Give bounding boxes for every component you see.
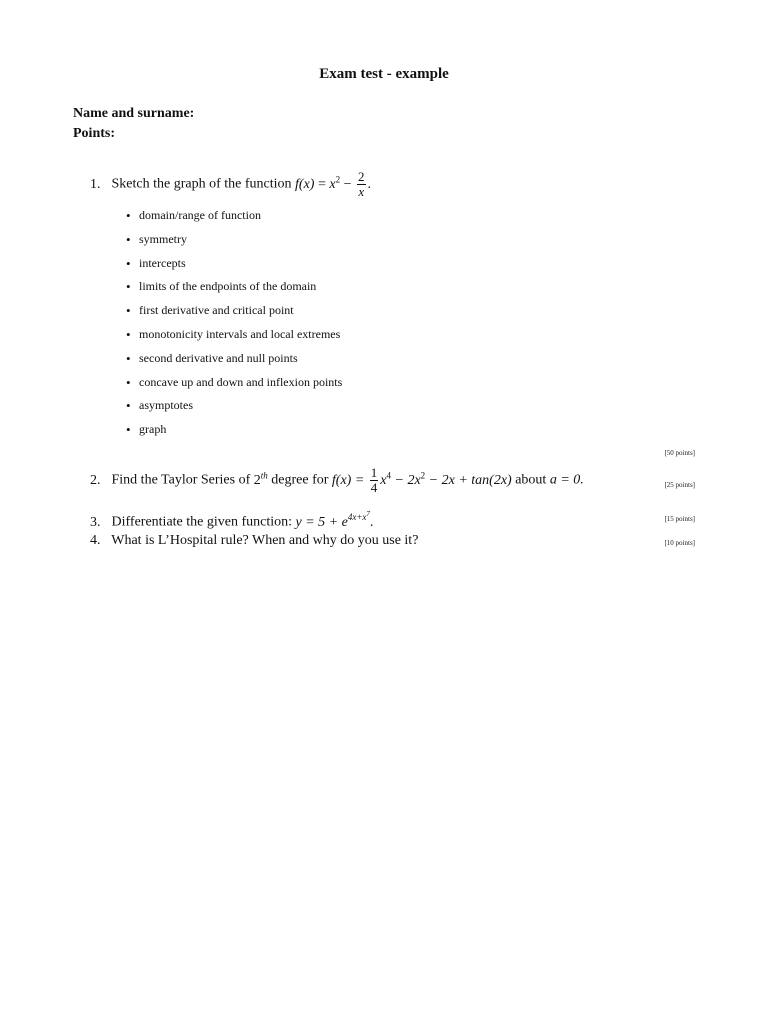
question-3	[90, 510, 373, 531]
points-badge: [25 points]	[664, 481, 695, 489]
list-item: • monotonicity intervals and local extremes	[126, 323, 342, 347]
question-number: 4.	[90, 533, 101, 548]
math-expression: f(x) = $\frac{1}{4}$ $x^4 - 2x^2 - 2x + \tan(2x)$	[331, 465, 512, 495]
question-text: What is L’Hospital rule? When and why do you use it?	[111, 533, 419, 548]
task-list	[126, 204, 342, 442]
fraction: $\frac{1}{4}$	[370, 465, 378, 495]
list-item: • first derivative and critical point	[126, 299, 342, 323]
question-1	[90, 170, 371, 199]
question-number: 1.	[90, 176, 101, 192]
list-item: • concave up and down and inflexion points	[126, 371, 342, 395]
list-item: • domain/range of function	[126, 204, 342, 228]
question-text-after: about	[515, 472, 547, 488]
list-item: • second derivative and null points	[126, 347, 342, 371]
question-text-mid: degree for	[271, 472, 329, 488]
math-expression: $y = 5 + e^{4x+x^7}$.	[295, 510, 374, 530]
page-title: Exam test - example	[319, 66, 449, 82]
points-badge: [10 points]	[664, 539, 695, 547]
list-item: • symmetry	[126, 228, 342, 252]
question-text: Sketch the graph of the function	[111, 176, 292, 192]
math-expression: $f(x) = x^2$ − $\frac{2}{x}$ .	[295, 169, 371, 199]
degree: 2th	[253, 470, 268, 488]
question-number: 3.	[90, 514, 101, 530]
math-tail: a = 0.	[549, 472, 584, 488]
list-item: • asymptotes	[126, 394, 342, 418]
question-4	[90, 533, 418, 549]
list-item: • graph	[126, 418, 342, 442]
points-label: Points:	[73, 126, 115, 141]
list-item: • intercepts	[126, 252, 342, 276]
points-badge: [15 points]	[664, 515, 695, 523]
question-number: 2.	[90, 472, 101, 488]
name-label: Name and surname:	[73, 106, 195, 121]
points-badge: [50 points]	[664, 449, 695, 457]
list-item: • limits of the endpoints of the domain	[126, 275, 342, 299]
fraction: $\frac{2}{x}$	[358, 169, 365, 199]
question-text: Differentiate the given function:	[111, 514, 293, 530]
question-2	[90, 466, 584, 495]
question-text: Find the Taylor Series of	[111, 472, 251, 488]
